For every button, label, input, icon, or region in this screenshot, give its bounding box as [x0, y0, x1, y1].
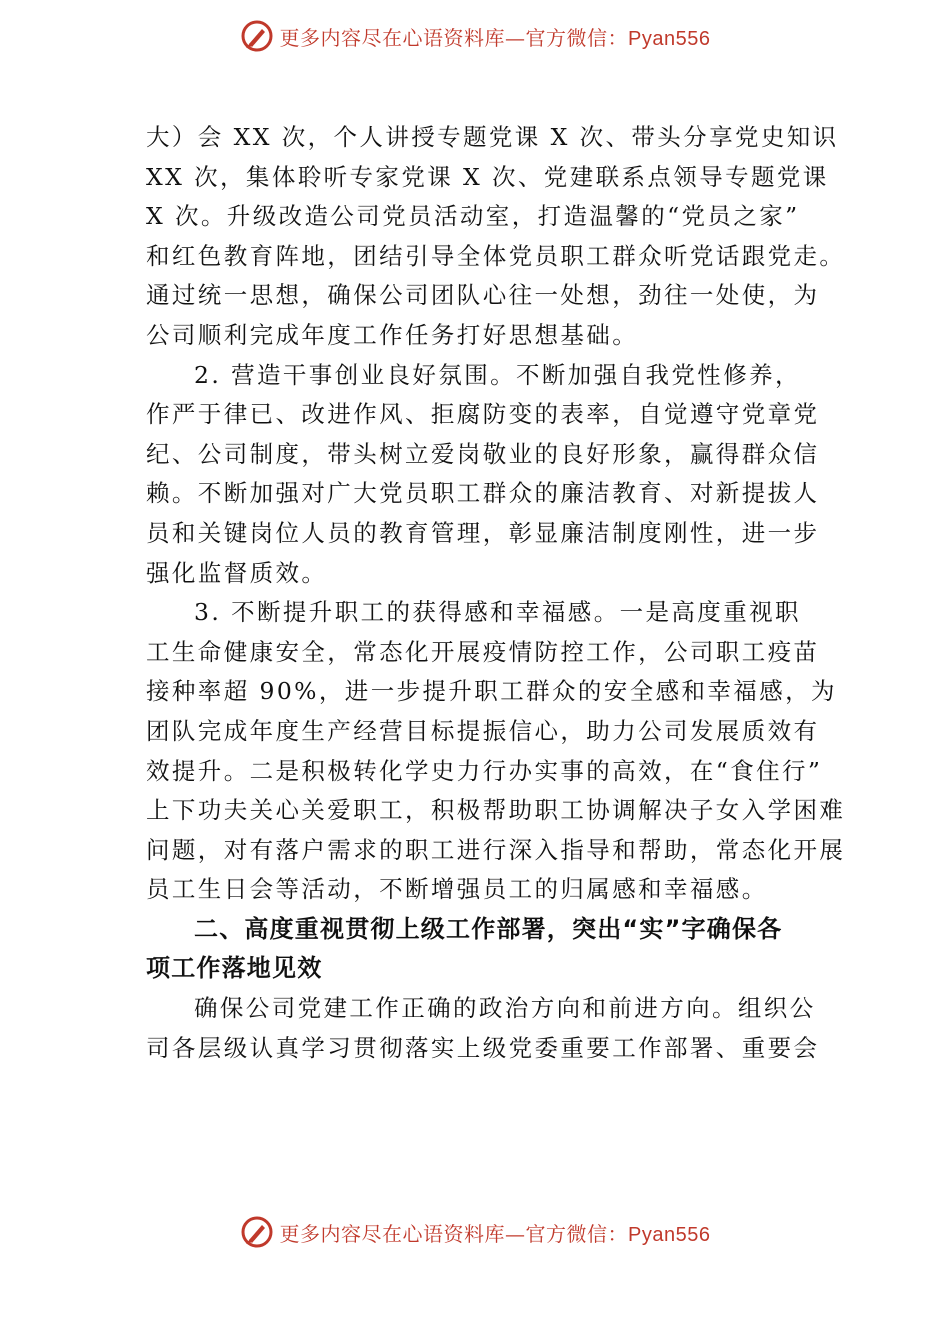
- body-line: X 次。升级改造公司党员活动室，打造温馨的“党员之家”: [146, 202, 800, 231]
- wechat-id: 官方微信：Pyan556: [525, 1223, 711, 1246]
- body-line: 员工生日会等活动，不断增强员工的归属感和幸福感。: [146, 875, 768, 904]
- body-line: 确保公司党建工作正确的政治方向和前进方向。组织公: [194, 994, 816, 1023]
- banner-dash: —: [505, 1221, 526, 1246]
- circular-pen-logo-icon: [240, 19, 274, 53]
- section-heading-continued: 项工作落地见效: [146, 954, 323, 983]
- body-line: 接种率超 90%，进一步提升职工群众的安全感和幸福感，为: [146, 677, 837, 706]
- body-line: 强化监督质效。: [146, 558, 328, 587]
- body-line: 上下功夫关心关爱职工，积极帮助职工协调解决子女入学困难: [146, 796, 846, 825]
- header-banner: [0, 14, 950, 58]
- body-line: 作严于律已、改进作风、拒腐防变的表率，自觉遵守党章党: [146, 400, 820, 429]
- body-line: 员和关键岗位人员的教育管理，彰显廉洁制度刚性，进一步: [146, 518, 820, 547]
- body-line: 团队完成年度生产经营目标提振信心，助力公司发展质效有: [146, 716, 820, 745]
- body-line: 和红色教育阵地，团结引导全体党员职工群众听党话跟党走。: [146, 241, 846, 270]
- paragraph-3-heading-line: 3. 不断提升职工的获得感和幸福感。一是高度重视职: [194, 598, 801, 627]
- body-line: 效提升。二是积极转化学史力行办实事的高效，在“食住行”: [146, 756, 823, 785]
- body-line: 赖。不断加强对广大党员职工群众的廉洁教育、对新提拔人: [146, 479, 820, 508]
- site-name: 更多内容尽在心语资料库: [279, 25, 506, 50]
- body-line: 问题，对有落户需求的职工进行深入指导和帮助，常态化开展: [146, 835, 846, 864]
- body-line: 通过统一思想，确保公司团队心往一处想，劲往一处使，为: [146, 281, 820, 310]
- body-line: 纪、公司制度，带头树立爱岗敬业的良好形象，赢得群众信: [146, 439, 820, 468]
- body-line: 司各层级认真学习贯彻落实上级党委重要工作部署、重要会: [146, 1033, 820, 1062]
- body-line: XX 次，集体聆听专家党课 X 次、党建联系点领导专题党课: [146, 162, 829, 191]
- footer-banner: [0, 1210, 950, 1254]
- banner-dash: —: [505, 25, 526, 50]
- body-line: 大）会 XX 次，个人讲授专题党课 X 次、带头分享党史知识: [146, 123, 839, 151]
- header-banner-text: [280, 22, 711, 51]
- wechat-id: 官方微信：Pyan556: [525, 27, 711, 50]
- document-body: [146, 118, 846, 1068]
- section-heading: 二、高度重视贯彻上级工作部署，突出“实”字确保各: [194, 914, 783, 943]
- footer-banner-text: [280, 1218, 711, 1247]
- circular-pen-logo-icon: [240, 1215, 274, 1249]
- body-line: 工生命健康安全，常态化开展疫情防控工作，公司职工疫苗: [146, 637, 820, 666]
- paragraph-2-heading-line: 2. 营造干事创业良好氛围。不断加强自我党性修养，: [194, 360, 801, 389]
- site-name: 更多内容尽在心语资料库: [279, 1221, 506, 1246]
- body-line: 公司顺利完成年度工作任务打好思想基础。: [146, 320, 639, 349]
